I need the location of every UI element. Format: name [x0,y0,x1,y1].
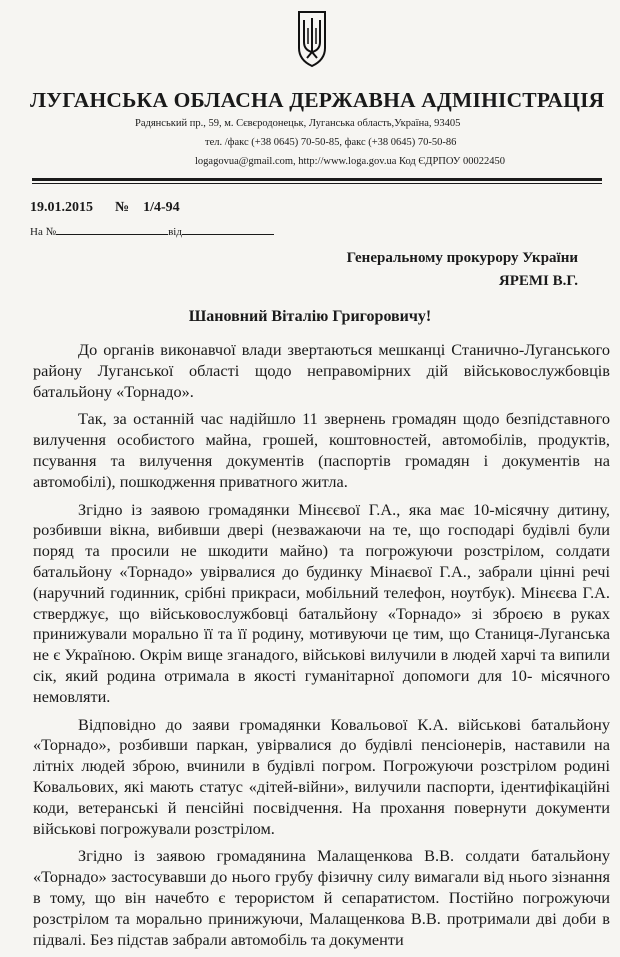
incoming-date-label: від [168,226,182,238]
trident-emblem-icon [295,8,329,68]
letter-body [33,340,610,957]
incoming-label: На № [30,226,57,238]
incoming-reference [30,226,274,238]
header-divider [32,178,602,181]
organization-contacts: logagovua@gmail.com, http://www.loga.gov.ua Код ЄДРПОУ 00022450 [195,156,505,167]
paragraph: Згідно із заявою громадянина Малащенкова В.В. солдати батальйону «Торнадо» застосувавши до нього грубу фізичну силу вимагали від нього зізнання в тому, що він начебто є терористом й сепаратистом. Постійно погрожуючи розстрілом та морально принижуючи, Малащенкова В.В. протримали дві доби в підвалі. Без підстав забрали автомобіль та документи [33,846,610,949]
organization-phone: тел. /факс (+38 0645) 70-50-85, факс (+38 0645) 70-50-86 [205,137,457,148]
incoming-date-line [182,234,274,235]
organization-address: Радянський пр., 59, м. Сєвєродонецьк, Луганська область,Україна, 93405 [135,118,461,129]
document-reference [30,200,180,216]
organization-title: ЛУГАНСЬКА ОБЛАСНА ДЕРЖАВНА АДМІНІСТРАЦІЯ [30,88,605,112]
salutation: Шановний Віталію Григоровичу! [188,308,432,325]
recipient-title: Генеральному прокурору України [346,250,578,266]
number-sign: № [115,200,130,215]
document-number: 1/4-94 [143,200,180,215]
paragraph: Так, за останній час надійшло 11 звернень громадян щодо безпідставного вилучення особистого майна, грошей, коштовностей, автомобілів, продуктів, псування та вилучення документів (паспортів громадян і документів на автомобілі), пошкодження приватного житла. [33,409,610,491]
recipient-name: ЯРЕМІ В.Г. [498,273,578,289]
header-divider-thin [32,183,602,184]
paragraph: Згідно із заявою громадянки Мінєєвої Г.А., яка має 10-місячну дитину, розбивши вікна, вибивши двері (незважаючи на те, що господарі будівлі були поряд та просили не шкодити майно) та погрожуючи розстрілом, солдати батальйону «Торнадо» увірвалися до будинку Мінаєвої Г.А., забрали цінні речі (наручний годинник, срібні прикраси, мобільний телефон, ноутбук). Мінєєва Г.А. стверджує, що військовослужбовці батальйону «Торнадо» зі зброєю в руках принижували морально її та її родину, мотивуючи це тим, що Станиця-Луганська не є Україною. Окрім вище зганадого, військові вилучили в людей харчі та випили сік, який родина отримала в якості гуманітарної допомоги для 10- місячного немовляти. [33,499,610,706]
document-date: 19.01.2015 [30,200,93,215]
incoming-number-line [56,234,168,235]
paragraph: До органів виконавчої влади звертаються мешканці Станично-Луганського району Луганської області щодо неправомірних дій військовослужбовців батальйону «Торнадо». [33,340,610,401]
paragraph: Відповідно до заяви громадянки Ковальової К.А. військові батальйону «Торнадо», розбивши паркан, увірвалися до будівлі пенсіонерів, наставили на літніх людей зброю, вчинили в будівлі погром. Погрожуючи розстрілом родині Ковальових, які мають статус «дітей-війни», вилучили паспорти, ідентифікаційні коди, ветеранські й пенсійні посвідчення. На прохання повернути документи військові погрожували розстрілом. [33,714,610,838]
